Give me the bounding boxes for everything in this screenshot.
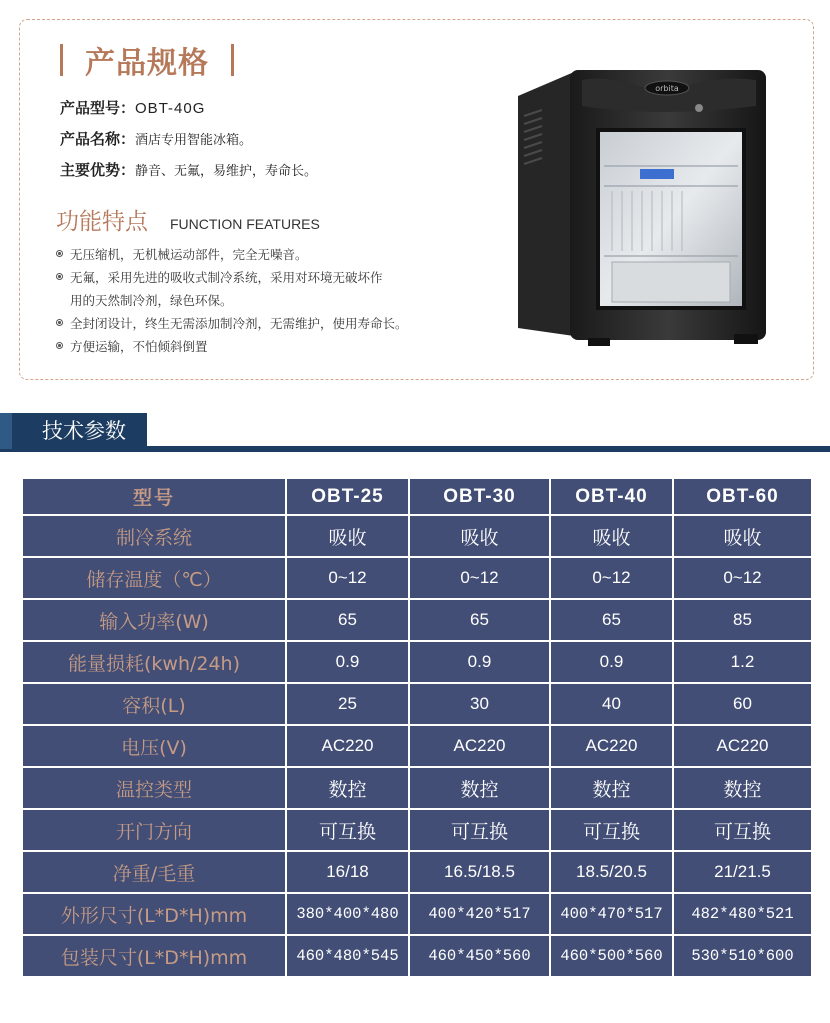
row-label-cell: 电压(V) — [23, 726, 285, 766]
feature-text: 无氟，采用先进的吸收式制冷系统，采用对环境无破坏作 — [70, 270, 383, 285]
header-model-cell: OBT-25 — [287, 479, 408, 514]
table-header-row — [23, 479, 811, 514]
table-row — [23, 642, 811, 682]
row-label-cell: 能量损耗(kwh/24h) — [23, 642, 285, 682]
bullet-icon — [56, 342, 63, 349]
value-cell: 0~12 — [410, 558, 549, 598]
value-cell: 482*480*521 — [674, 894, 811, 934]
value-cell: 数控 — [410, 768, 549, 808]
hotel-minibar-fridge-image — [512, 66, 772, 348]
tab-accent — [0, 413, 12, 449]
value-cell: 数控 — [287, 768, 408, 808]
feature-item — [56, 312, 476, 335]
feature-text: 无压缩机，无机械运动部件，完全无噪音。 — [70, 247, 308, 262]
row-label-cell: 温控类型 — [23, 768, 285, 808]
value-cell: 可互换 — [410, 810, 549, 850]
table-row — [23, 768, 811, 808]
table-row — [23, 516, 811, 556]
value-cell: 16.5/18.5 — [410, 852, 549, 892]
header-model-cell: OBT-30 — [410, 479, 549, 514]
row-label-cell: 制冷系统 — [23, 516, 285, 556]
value-cell: 吸收 — [674, 516, 811, 556]
tech-section-tab — [0, 413, 147, 449]
row-label-cell: 外形尺寸(L*D*H)mm — [23, 894, 285, 934]
bullet-icon — [56, 319, 63, 326]
value-cell: 可互换 — [551, 810, 672, 850]
value-cell: AC220 — [674, 726, 811, 766]
table-row — [23, 894, 811, 934]
row-label-cell: 储存温度（℃） — [23, 558, 285, 598]
value-cell: 0.9 — [287, 642, 408, 682]
spec-section-title — [60, 38, 234, 82]
value-cell: 吸收 — [551, 516, 672, 556]
title-left-bar — [60, 44, 63, 76]
value-cell: 65 — [551, 600, 672, 640]
header-model-cell: OBT-40 — [551, 479, 672, 514]
feature-text: 用的天然制冷剂，绿色环保。 — [70, 293, 233, 308]
model-label: 产品型号： — [60, 99, 136, 117]
value-cell: 吸收 — [410, 516, 549, 556]
value-cell: 18.5/20.5 — [551, 852, 672, 892]
row-label-cell: 输入功率(W) — [23, 600, 285, 640]
feature-item — [56, 335, 476, 358]
value-cell: 1.2 — [674, 642, 811, 682]
model-value: OBT-40G — [135, 100, 206, 117]
table-body — [23, 479, 811, 976]
value-cell: 0.9 — [551, 642, 672, 682]
table-row — [23, 600, 811, 640]
features-title-cn: 功能特点 — [56, 209, 148, 235]
features-title-en: FUNCTION FEATURES — [170, 216, 320, 232]
value-cell: 380*400*480 — [287, 894, 408, 934]
value-cell: 60 — [674, 684, 811, 724]
row-label-cell: 容积(L) — [23, 684, 285, 724]
value-cell: 0~12 — [674, 558, 811, 598]
table-row — [23, 558, 811, 598]
value-cell: 40 — [551, 684, 672, 724]
tech-section-title: 技术参数 — [42, 419, 126, 443]
table-row — [23, 810, 811, 850]
table-row — [23, 726, 811, 766]
value-cell: 530*510*600 — [674, 936, 811, 976]
advantage-line — [60, 159, 317, 180]
table-row — [23, 852, 811, 892]
tech-spec-table — [21, 477, 809, 978]
value-cell: 85 — [674, 600, 811, 640]
advantage-value: 静音、无氟，易维护，寿命长。 — [135, 164, 318, 179]
brand-logo: orbita — [655, 84, 679, 93]
value-cell: 460*500*560 — [551, 936, 672, 976]
name-value: 酒店专用智能冰箱。 — [135, 133, 253, 148]
feature-item-continued — [56, 289, 476, 312]
row-label-cell: 净重/毛重 — [23, 852, 285, 892]
table-row — [23, 684, 811, 724]
value-cell: 65 — [410, 600, 549, 640]
value-cell: 400*420*517 — [410, 894, 549, 934]
value-cell: AC220 — [410, 726, 549, 766]
bullet-icon — [56, 250, 63, 257]
row-label-cell: 包装尺寸(L*D*H)mm — [23, 936, 285, 976]
value-cell: 数控 — [551, 768, 672, 808]
value-cell: 400*470*517 — [551, 894, 672, 934]
bullet-icon — [56, 273, 63, 280]
feature-text: 方便运输，不怕倾斜倒置 — [70, 339, 208, 354]
value-cell: 30 — [410, 684, 549, 724]
value-cell: 65 — [287, 600, 408, 640]
value-cell: 数控 — [674, 768, 811, 808]
value-cell: 21/21.5 — [674, 852, 811, 892]
value-cell: 0~12 — [551, 558, 672, 598]
value-cell: 0~12 — [287, 558, 408, 598]
header-model-cell: OBT-60 — [674, 479, 811, 514]
header-label-cell: 型号 — [23, 479, 285, 514]
features-heading — [56, 203, 320, 236]
spec-title-text: 产品规格 — [85, 46, 209, 81]
name-line — [60, 128, 252, 149]
advantage-label: 主要优势： — [60, 161, 136, 179]
value-cell: 可互换 — [287, 810, 408, 850]
value-cell: 25 — [287, 684, 408, 724]
name-label: 产品名称： — [60, 130, 136, 148]
value-cell: 0.9 — [410, 642, 549, 682]
value-cell: AC220 — [287, 726, 408, 766]
feature-item — [56, 266, 476, 289]
feature-item — [56, 243, 476, 266]
value-cell: 460*450*560 — [410, 936, 549, 976]
features-list — [56, 243, 476, 358]
value-cell: 16/18 — [287, 852, 408, 892]
model-line — [60, 97, 205, 118]
value-cell: 460*480*545 — [287, 936, 408, 976]
feature-text: 全封闭设计，终生无需添加制冷剂，无需维护，使用寿命长。 — [70, 316, 408, 331]
row-label-cell: 开门方向 — [23, 810, 285, 850]
table-row — [23, 936, 811, 976]
title-right-bar — [231, 44, 234, 76]
value-cell: 可互换 — [674, 810, 811, 850]
value-cell: AC220 — [551, 726, 672, 766]
value-cell: 吸收 — [287, 516, 408, 556]
